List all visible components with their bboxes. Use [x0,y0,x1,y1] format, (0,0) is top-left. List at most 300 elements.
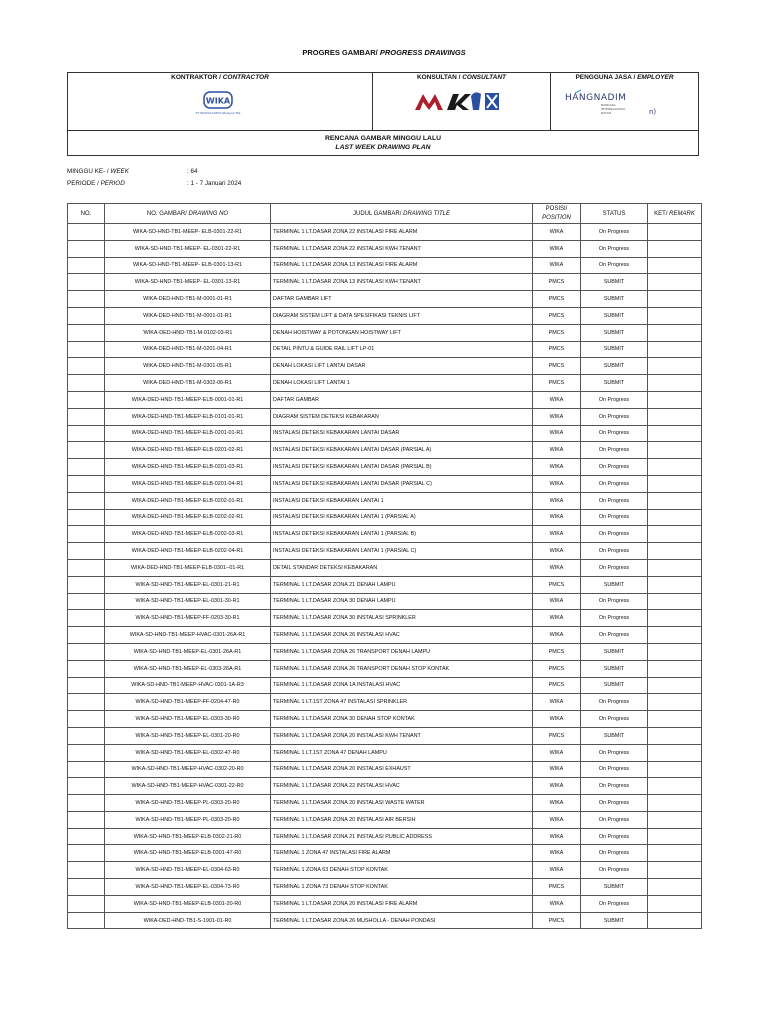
table-row [68,778,702,795]
table-row [68,425,702,442]
consultant-label [373,74,550,81]
position-cell: WIKA [533,862,581,879]
position-cell: PMCS [533,879,581,896]
position-cell: PMCS [533,291,581,308]
remark-cell [648,240,702,257]
drawing-no-cell: WIKA-DED-HND-TB1-MEEP-ELB-0001-01-R1 [105,391,271,408]
table-row [68,727,702,744]
status-cell: On Progress [581,475,648,492]
row-no-cell [68,845,105,862]
table-row [68,677,702,694]
row-no-cell [68,492,105,509]
table-row [68,643,702,660]
drawing-no-cell: WIKA-DED-HND-TB1-MEEP-ELB-0201-01-R1 [105,425,271,442]
table-row [68,660,702,677]
drawing-no-cell: WIKA-DED-HND-TB1-MEEP-ELB-0202-03-R1 [105,526,271,543]
page-title-italic: PROGRESS DRAWINGS [379,48,466,57]
hangnadim-logo-sub3: BATAM [601,111,612,115]
status-cell: On Progress [581,442,648,459]
remark-cell [648,711,702,728]
status-cell: On Progress [581,895,648,912]
status-cell: On Progress [581,425,648,442]
remark-cell [648,828,702,845]
page-title-main: PROGRES GAMBAR/ [302,48,380,57]
drawing-title-cell: DAFTAR GAMBAR [271,391,533,408]
status-cell: SUBMIT [581,660,648,677]
position-cell: WIKA [533,711,581,728]
drawing-title-cell: TERMINAL 1 LT.DASAR ZONA 21 DENAH LAMPU [271,576,533,593]
table-row [68,224,702,241]
status-cell: On Progress [581,744,648,761]
status-cell: On Progress [581,828,648,845]
drawing-no-cell: 'WIKA-DED-HND-TB1-M-0102-03-R1 [105,324,271,341]
drawing-title-cell: TERMINAL 1 LT.DASAR ZONA 20 INSTALASI AIR BERSIH [271,811,533,828]
row-no-cell [68,307,105,324]
hangnadim-logo-sub1: BANDARA [601,103,616,107]
drawings-table [67,203,702,929]
wika-logo-caption: PT WIJAYA KARYA (Persero) Tbk [195,111,241,115]
drawing-no-cell: WIKA-SD-HND-TB1-MEEP-EL-0304-73-R0 [105,879,271,896]
header-divider [68,130,698,131]
drawing-no-cell: WIKA-SD-HND-TB1-MEEP-ELB-0301-20-R0 [105,895,271,912]
col-header-position [533,204,581,224]
row-no-cell [68,425,105,442]
remark-cell [648,845,702,862]
row-no-cell [68,475,105,492]
status-cell: On Progress [581,492,648,509]
position-cell: WIKA [533,475,581,492]
position-cell: PMCS [533,324,581,341]
row-no-cell [68,274,105,291]
position-cell: PMCS [533,912,581,929]
remark-cell [648,593,702,610]
drawing-no-cell: WIKA-SD-HND-TB1-MEEP-EL-0301-26A-R1 [105,643,271,660]
row-no-cell [68,391,105,408]
status-cell: On Progress [581,711,648,728]
drawing-title-cell: TERMINAL 1 LT.DASAR ZONA 13 INSTALASI KWH TENANT [271,274,533,291]
drawing-title-cell: TERMINAL 1 LT.DASAR ZONA 26 TRANSPORT DENAH LAMPU [271,643,533,660]
row-no-cell [68,811,105,828]
table-row [68,711,702,728]
table-row [68,879,702,896]
row-no-cell [68,694,105,711]
hangnadim-logo-sub2: INTERNASIONAL [601,107,626,111]
status-cell: On Progress [581,224,648,241]
table-row [68,358,702,375]
drawing-title-cell: INSTALASI DETEKSI KEBAKARAN LANTAI DASAR (PARSIAL B) [271,459,533,476]
drawing-title-cell: TERMINAL 1 LT.DASAR ZONA 22 INSTALASI KWH TENANT [271,240,533,257]
remark-cell [648,912,702,929]
contractor-label-italic: CONTRACTOR [222,74,269,81]
position-cell: WIKA [533,895,581,912]
consultant-logo-swoosh-mark [471,92,481,110]
drawing-no-cell: WIKA-SD-HND-TB1-MEEP-EL-0301-20-R0 [105,727,271,744]
position-cell: PMCS [533,375,581,392]
position-cell: WIKA [533,492,581,509]
table-row [68,257,702,274]
position-cell: WIKA [533,459,581,476]
wika-logo-text: WIKA [205,96,231,106]
drawing-no-cell: WIKA-DED-HND-TB1-MEEP-ELB-0202-04-R1 [105,543,271,560]
drawing-title-cell: TERMINAL 1 LT.DASAR ZONA 20 INSTALASI EXHAUST [271,761,533,778]
drawing-no-cell: WIKA-DED-HND-TB1-S-1901-01-R0 [105,912,271,929]
row-no-cell [68,828,105,845]
position-cell: WIKA [533,778,581,795]
row-no-cell [68,291,105,308]
status-cell: On Progress [581,845,648,862]
col-header-remark-text: KET/ [654,210,670,217]
consultant-logo [413,88,501,114]
period-label-text: PERIODE / [67,180,101,187]
row-no-cell [68,509,105,526]
drawing-title-cell: TERMINAL 1 LT.DASAR ZONA 1A INSTALASI HVAC [271,677,533,694]
row-no-cell [68,240,105,257]
status-cell: On Progress [581,761,648,778]
remark-cell [648,459,702,476]
table-row [68,442,702,459]
row-no-cell [68,643,105,660]
remark-cell [648,559,702,576]
col-header-title-italic: DRAWING TITLE [403,210,451,217]
status-cell: On Progress [581,509,648,526]
table-row [68,459,702,476]
drawing-title-cell: DIAGRAM SISTEM LIFT & DATA SPESIFIKASI TEKNIS LIFT [271,307,533,324]
status-cell: SUBMIT [581,291,648,308]
remark-cell [648,341,702,358]
remark-cell [648,795,702,812]
status-cell: SUBMIT [581,727,648,744]
position-cell: PMCS [533,677,581,694]
drawing-title-cell: TERMINAL 1 LT.DASAR ZONA 21 INSTALASI PUBLIC ADDRESS [271,828,533,845]
status-cell: SUBMIT [581,375,648,392]
remark-cell [648,694,702,711]
position-cell: WIKA [533,240,581,257]
drawing-title-cell: TERMINAL 1 ZONA 63 DENAH STOP KONTAK [271,862,533,879]
drawing-title-cell: TERMINAL 1 LT.DASAR ZONA 20 INSTALASI FIRE ALARM [271,895,533,912]
wika-logo [203,90,233,110]
table-row [68,694,702,711]
remark-cell [648,442,702,459]
drawing-title-cell: TERMINAL 1 LT.DASAR ZONA 13 INSTALASI FIRE ALARM [271,257,533,274]
remark-cell [648,627,702,644]
col-header-drawing-no-text: NO. GAMBAR/ [146,210,189,217]
drawing-no-cell: WIKA-SD-HND-TB1-MEEP-HVAC-0301-1A-R3 [105,677,271,694]
drawing-no-cell: WIKA-SD-HND-TB1-MEEP-EL-0303-26A-R1 [105,660,271,677]
table-row [68,274,702,291]
drawing-title-cell: DENAH LOKASI LIFT LANTAI DASAR [271,358,533,375]
drawing-title-cell: TERMINAL 1 LT.DASAR ZONA 22 INSTALASI FIRE ALARM [271,224,533,241]
drawing-title-cell: TERMINAL 1 ZONA 47 INSTALASI FIRE ALARM [271,845,533,862]
drawing-title-cell: TERMINAL 1 LT.DASAR ZONA 22 INSTALASI HVAC [271,778,533,795]
consultant-label-text: KONSULTAN / [416,74,463,81]
drawing-no-cell: WIKA-SD-HND-TB1-MEEP-EL-0301-30-R1 [105,593,271,610]
remark-cell [648,224,702,241]
position-cell: WIKA [533,593,581,610]
row-no-cell [68,727,105,744]
drawing-title-cell: DAFTAR GAMBAR LIFT [271,291,533,308]
col-header-no: NO. [68,204,105,224]
plan-title-main: RENCANA GAMBAR MINGGU LALU [324,135,442,142]
table-row [68,341,702,358]
position-cell: WIKA [533,811,581,828]
row-no-cell [68,761,105,778]
week-value: : 64 [187,168,198,175]
page-title [0,48,768,57]
table-header-row [68,204,702,224]
table-row [68,543,702,560]
week-label-italic: WEEK [110,168,129,175]
table-row [68,240,702,257]
row-no-cell [68,593,105,610]
drawing-title-cell: INSTALASI DETEKSI KEBAKARAN LANTAI DASAR (PARSIAL C) [271,475,533,492]
row-no-cell [68,744,105,761]
row-no-cell [68,341,105,358]
drawing-title-cell: TERMINAL 1 LT.DASAR ZONA 30 DENAH STOP KONTAK [271,711,533,728]
position-cell: PMCS [533,643,581,660]
table-row [68,862,702,879]
table-row [68,761,702,778]
position-cell: WIKA [533,543,581,560]
position-cell: WIKA [533,442,581,459]
row-no-cell [68,526,105,543]
consultant-logo-m-mark [415,94,443,110]
position-cell: WIKA [533,559,581,576]
table-row [68,559,702,576]
drawing-no-cell: WIKA-SD-HND-TB1-MEEP-ELB-0301-47-R0 [105,845,271,862]
col-header-position-text: POSISI/ [545,205,568,212]
status-cell: SUBMIT [581,358,648,375]
plan-title-sub: LAST WEEK DRAWING PLAN [335,144,431,151]
drawing-no-cell: WIKA-DED-HND-TB1-M-0001-01-R1 [105,291,271,308]
row-no-cell [68,627,105,644]
drawing-no-cell: WIKA-SD-HND-TB1-MEEP-EL-0303-30-R0 [105,711,271,728]
drawing-title-cell: INSTALASI DETEKSI KEBAKARAN LANTAI 1 (PARSIAL A) [271,509,533,526]
position-cell: WIKA [533,761,581,778]
period-value: : 1 - 7 Januari 2024 [187,180,242,187]
drawing-title-cell: DIAGRAM SISTEM DETEKSI KEBAKARAN [271,408,533,425]
drawing-title-cell: TERMINAL 1 LT.1ST ZONA 47 DENAH LAMPU [271,744,533,761]
remark-cell [648,811,702,828]
status-cell: On Progress [581,526,648,543]
row-no-cell [68,862,105,879]
row-no-cell [68,459,105,476]
drawing-title-cell: INSTALASI DETEKSI KEBAKARAN LANTAI 1 (PARSIAL B) [271,526,533,543]
employer-label [551,74,698,81]
table-row [68,828,702,845]
table-row [68,391,702,408]
employer-cell [551,73,698,130]
position-cell: WIKA [533,526,581,543]
row-no-cell [68,895,105,912]
row-no-cell [68,224,105,241]
drawing-no-cell: WIKA-SD-HND-TB1-MEEP-HVAC-0302-20-R0 [105,761,271,778]
drawing-title-cell: TERMINAL 1 LT.DASAR ZONA 26 TRANSPORT DENAH STOP KONTAK [271,660,533,677]
drawing-no-cell: WIKA-SD-HND-TB1-MEEP-EL-0302-47-R0 [105,744,271,761]
remark-cell [648,324,702,341]
drawing-no-cell: WIKA-SD-HND-TB1-MEEP-PL-0303-20-R0 [105,811,271,828]
status-cell: On Progress [581,240,648,257]
table-row [68,307,702,324]
drawing-no-cell: WIKA-DED-HND-TB1-MEEP-ELB-0201-03-R1 [105,459,271,476]
table-body [68,224,702,929]
status-cell: On Progress [581,257,648,274]
table-row [68,492,702,509]
drawing-title-cell: TERMINAL 1 ZONA 73 DENAH STOP KONTAK [271,879,533,896]
remark-cell [648,727,702,744]
drawing-no-cell: WIKA-DED-HND-TB1-MEEP-ELB-0202-01-R1 [105,492,271,509]
drawing-title-cell: TERMINAL 1 LT.DASAR ZONA 26 MUSHOLLA - DENAH PONDASI [271,912,533,929]
drawing-no-cell: WIKA-SD-HND-TB1-MEEP-EL-0301-21-R1 [105,576,271,593]
table-row [68,627,702,644]
drawing-no-cell: WIKA-DED-HND-TB1-MEEP-ELB-0201-04-R1 [105,475,271,492]
row-no-cell [68,778,105,795]
position-cell: WIKA [533,795,581,812]
hangnadim-logo-mark: n) [649,108,657,116]
position-cell: WIKA [533,257,581,274]
drawing-no-cell: WIKA-SD-HND-TB1-MEEP- EL-0301-22-R1 [105,240,271,257]
drawing-title-cell: TERMINAL 1 LT.DASAR ZONA 26 INSTALASI HVAC [271,627,533,644]
status-cell: SUBMIT [581,912,648,929]
period-label-italic: PERIOD [100,180,125,187]
period-label [67,180,125,187]
row-no-cell [68,408,105,425]
row-no-cell [68,711,105,728]
position-cell: PMCS [533,727,581,744]
drawing-title-cell: TERMINAL 1 LT.DASAR ZONA 30 INSTALASI SPRINKLER [271,610,533,627]
drawing-no-cell: WIKA-SD-HND-TB1-MEEP-EL-0304-63-R0 [105,862,271,879]
drawing-title-cell: DENAH LOKASI LIFT LANTAI 1 [271,375,533,392]
remark-cell [648,509,702,526]
status-cell: On Progress [581,543,648,560]
drawing-title-cell: INSTALASI DETEKSI KEBAKARAN LANTAI 1 [271,492,533,509]
remark-cell [648,492,702,509]
table-row [68,408,702,425]
status-cell: On Progress [581,778,648,795]
position-cell: WIKA [533,828,581,845]
header-box [67,72,699,156]
position-cell: WIKA [533,610,581,627]
table-row [68,324,702,341]
drawing-no-cell: WIKA-DED-HND-TB1-M-0302-06-R1 [105,375,271,392]
status-cell: On Progress [581,627,648,644]
row-no-cell [68,660,105,677]
plan-title [68,134,698,152]
status-cell: On Progress [581,559,648,576]
remark-cell [648,475,702,492]
remark-cell [648,375,702,392]
row-no-cell [68,257,105,274]
position-cell: WIKA [533,391,581,408]
table-row [68,845,702,862]
drawing-title-cell: TERMINAL 1 LT.DASAR ZONA 20 INSTALASI WASTE WATER [271,795,533,812]
drawing-no-cell: WIKA-SD-HND-TB1-MEEP-HVAC-0301-26A-R1 [105,627,271,644]
position-cell: WIKA [533,509,581,526]
status-cell: SUBMIT [581,576,648,593]
week-label [67,168,129,175]
remark-cell [648,274,702,291]
status-cell: On Progress [581,459,648,476]
status-cell: SUBMIT [581,324,648,341]
status-cell: SUBMIT [581,274,648,291]
col-header-remark [648,204,702,224]
position-cell: PMCS [533,576,581,593]
drawing-no-cell: WIKA-SD-HND-TB1-MEEP-HVAC-0301-22-R0 [105,778,271,795]
table-row [68,526,702,543]
table-row [68,744,702,761]
drawing-no-cell: WIKA-SD-HND-TB1-MEEP- ELB-0301-22-R1 [105,224,271,241]
table-row [68,509,702,526]
position-cell: PMCS [533,274,581,291]
col-header-position-italic: POSITION [542,214,571,221]
col-header-drawing-no [105,204,271,224]
col-header-status: STATUS [581,204,648,224]
position-cell: WIKA [533,425,581,442]
drawing-title-cell: TERMINAL 1 LT.1ST ZONA 47 INSTALASI SPRINKLER [271,694,533,711]
status-cell: SUBMIT [581,643,648,660]
status-cell: SUBMIT [581,307,648,324]
drawing-title-cell: TERMINAL 1 LT.DASAR ZONA 20 INSTALASI KWH TENANT [271,727,533,744]
consultant-label-italic: CONSULTANT [462,74,507,81]
position-cell: PMCS [533,660,581,677]
status-cell: On Progress [581,610,648,627]
position-cell: WIKA [533,408,581,425]
row-no-cell [68,677,105,694]
drawing-title-cell: INSTALASI DETEKSI KEBAKARAN LANTAI 1 (PARSIAL C) [271,543,533,560]
table-row [68,475,702,492]
hangnadim-logo-text: HANGNADIM [565,93,627,103]
status-cell: On Progress [581,862,648,879]
employer-label-text: PENGGUNA JASA / [575,74,638,81]
row-no-cell [68,879,105,896]
row-no-cell [68,610,105,627]
row-no-cell [68,324,105,341]
remark-cell [648,526,702,543]
drawing-no-cell: WIKA-SD-HND-TB1-MEEP-FF-0204-47-R0 [105,694,271,711]
drawing-no-cell: WIKA-SD-HND-TB1-MEEP- ELB-0301-13-R1 [105,257,271,274]
row-no-cell [68,576,105,593]
position-cell: PMCS [533,358,581,375]
week-label-text: MINGGU KE- / [67,168,111,175]
remark-cell [648,358,702,375]
drawing-title-cell: DETAIL STANDAR DETEKSI KEBAKARAN [271,559,533,576]
table-row [68,593,702,610]
drawing-no-cell: WIKA-SD-HND-TB1-MEEP- EL-0301-13-R1 [105,274,271,291]
position-cell: PMCS [533,341,581,358]
table-row [68,895,702,912]
drawing-title-cell: DETAIL PINTU & GUIDE RAIL LIFT LP-01 [271,341,533,358]
row-no-cell [68,795,105,812]
remark-cell [648,257,702,274]
hangnadim-logo [561,86,681,120]
contractor-cell [68,73,373,130]
position-cell: WIKA [533,627,581,644]
table-row [68,912,702,929]
remark-cell [648,408,702,425]
status-cell: On Progress [581,694,648,711]
remark-cell [648,761,702,778]
table-row [68,375,702,392]
status-cell: On Progress [581,795,648,812]
drawing-no-cell: WIKA-DED-HND-TB1-MEEP-ELB-0301--01-R1 [105,559,271,576]
contractor-label-text: KONTRAKTOR / [171,74,223,81]
status-cell: SUBMIT [581,341,648,358]
position-cell: PMCS [533,307,581,324]
remark-cell [648,778,702,795]
row-no-cell [68,358,105,375]
col-header-title-text: JUDUL GAMBAR/ [352,210,404,217]
drawing-title-cell: INSTALASI DETEKSI KEBAKARAN LANTAI DASAR [271,425,533,442]
drawing-title-cell: TERMINAL 1 LT.DASAR ZONA 30 DENAH LAMPU [271,593,533,610]
